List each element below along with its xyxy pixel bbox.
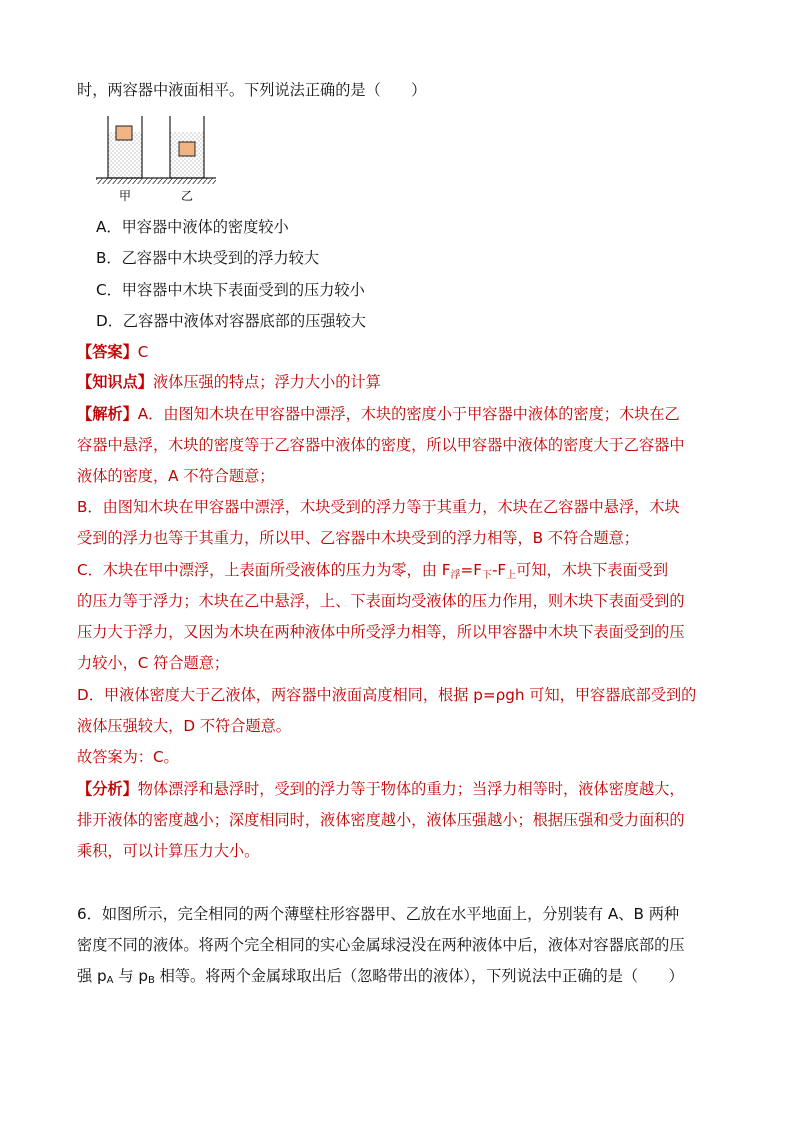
question-6-line-3 bbox=[77, 966, 684, 991]
ground-hatch bbox=[96, 178, 216, 184]
analysis-tag: 【解析】 bbox=[77, 405, 138, 423]
analysis-text-6c: -F bbox=[491, 561, 507, 579]
analysis-line-2: 容器中悬浮，木块的密度等于乙容器中液体的密度，所以甲容器中液体的密度大于乙容器中 bbox=[77, 436, 685, 454]
label-left: 甲 bbox=[118, 189, 132, 203]
review-line-1 bbox=[77, 779, 685, 799]
question-6-text-3a: 强 p bbox=[77, 967, 107, 985]
question-6-text-3c: 相等。将两个金属球取出后（忽略带出的液体），下列说法中正确的是（ ） bbox=[154, 967, 684, 985]
answer-line bbox=[77, 342, 148, 362]
subscript-a: A bbox=[106, 975, 114, 986]
conclusion-line: 故答案为：C。 bbox=[77, 748, 179, 766]
review-line-2: 排开液体的密度越小；深度相同时，液体密度越小，液体压强越小；根据压强和受力面积的 bbox=[77, 811, 685, 829]
wood-block-right bbox=[179, 142, 195, 156]
analysis-line-5: 受到的浮力也等于其重力，所以甲、乙容器中木块受到的浮力相等，B 不符合题意； bbox=[77, 529, 639, 547]
analysis-text-6a: C．木块在甲中漂浮，上表面所受液体的压力为零，由 F bbox=[77, 561, 451, 579]
subscript-b: B bbox=[147, 975, 155, 986]
subscript-float: 浮 bbox=[450, 570, 461, 581]
label-right: 乙 bbox=[180, 189, 194, 203]
analysis-line-3: 液体的密度，A 不符合题意； bbox=[77, 467, 275, 485]
analysis-line-6 bbox=[77, 560, 668, 586]
subscript-upper: 上 bbox=[506, 570, 517, 581]
knowledge-text: 液体压强的特点；浮力大小的计算 bbox=[152, 373, 381, 391]
subscript-lower: 下 bbox=[481, 570, 492, 581]
question-5-stem-tail: 时，两容器中液面相平。下列说法正确的是（ ） bbox=[77, 81, 427, 99]
analysis-line-1 bbox=[77, 404, 680, 424]
analysis-line-4: B．由图知木块在甲容器中漂浮，木块受到的浮力等于其重力，木块在乙容器中悬浮，木块 bbox=[77, 498, 680, 516]
analysis-text-6b: =F bbox=[460, 561, 482, 579]
question-6-text-3b: 与 p bbox=[113, 967, 148, 985]
containers-diagram bbox=[96, 114, 216, 206]
knowledge-tag: 【知识点】 bbox=[77, 373, 153, 391]
option-d: D．乙容器中液体对容器底部的压强较大 bbox=[96, 312, 366, 330]
review-line-3: 乘积，可以计算压力大小。 bbox=[77, 842, 260, 860]
wood-block-left bbox=[116, 126, 132, 140]
answer-tag: 【答案】 bbox=[77, 343, 138, 361]
option-a: A．甲容器中液体的密度较小 bbox=[96, 218, 289, 236]
option-c: C．甲容器中木块下表面受到的压力较小 bbox=[96, 281, 365, 299]
analysis-line-11: 液体压强较大，D 不符合题意。 bbox=[77, 717, 291, 735]
analysis-text-1: A．由图知木块在甲容器中漂浮，木块的密度小于甲容器中液体的密度；木块在乙 bbox=[137, 405, 680, 423]
containers-figure bbox=[96, 114, 216, 206]
analysis-line-10: D．甲液体密度大于乙液体，两容器中液面高度相同，根据 p=ρgh 可知，甲容器底部受到的 bbox=[77, 686, 697, 704]
option-b: B．乙容器中木块受到的浮力较大 bbox=[96, 249, 320, 267]
analysis-line-9: 力较小，C 符合题意； bbox=[77, 654, 230, 672]
review-tag: 【分析】 bbox=[77, 780, 138, 798]
analysis-line-7: 的压力等于浮力；木块在乙中悬浮，上、下表面均受液体的压力作用，则木块下表面受到的 bbox=[77, 592, 685, 610]
question-6-line-2: 密度不同的液体。将两个完全相同的实心金属球浸没在两种液体中后，液体对容器底部的压 bbox=[77, 936, 685, 954]
analysis-line-8: 压力大于浮力，又因为木块在两种液体中所受浮力相等，所以甲容器中木块下表面受到的压 bbox=[77, 623, 685, 641]
analysis-text-6d: 可知，木块下表面受到 bbox=[516, 561, 669, 579]
answer-value: C bbox=[137, 343, 149, 361]
question-6-line-1: 6．如图所示，完全相同的两个薄壁柱形容器甲、乙放在水平地面上，分别装有 A、B 两种 bbox=[77, 905, 680, 923]
knowledge-line bbox=[77, 372, 381, 392]
review-text-1: 物体漂浮和悬浮时，受到的浮力等于物体的重力；当浮力相等时，液体密度越大， bbox=[137, 780, 685, 798]
